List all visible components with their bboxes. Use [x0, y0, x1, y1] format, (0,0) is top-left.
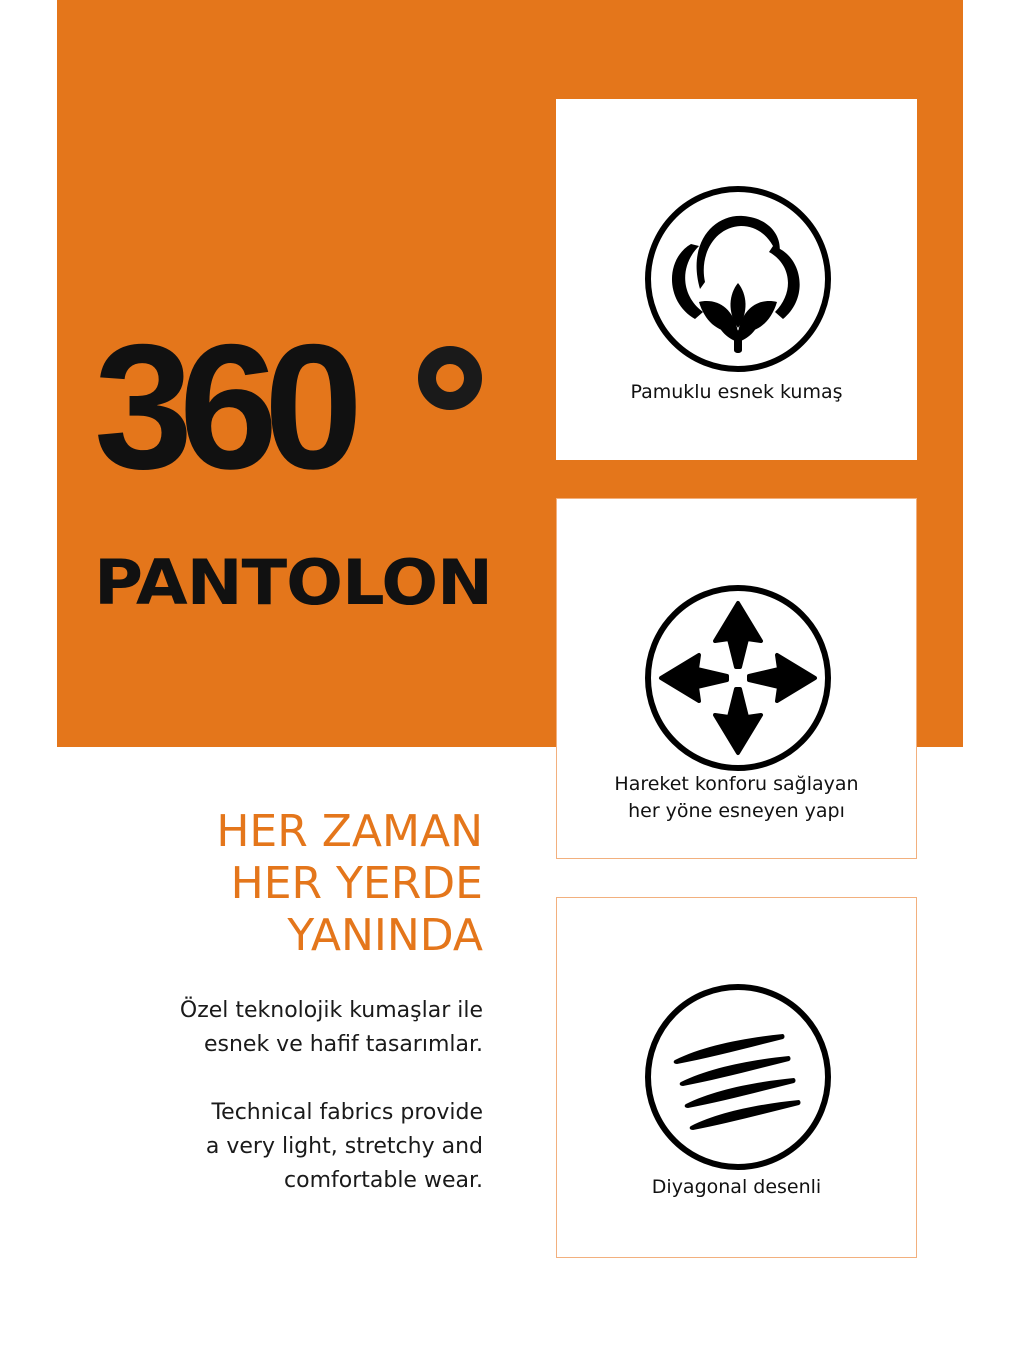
feature-card-cotton — [556, 99, 917, 460]
cotton-icon — [643, 184, 833, 374]
hero-product-title: PANTOLON — [94, 546, 492, 619]
feature-label-line: Hareket konforu sağlayan — [614, 773, 859, 795]
description-line: Technical fabrics provide — [211, 1100, 483, 1125]
slogan-line: HER YERDE — [230, 858, 483, 909]
description-turkish — [180, 994, 483, 1062]
four-way-arrows-icon — [643, 583, 833, 773]
description-english — [206, 1096, 483, 1198]
feature-label — [557, 1174, 916, 1201]
feature-label-line: her yöne esneyen yapı — [628, 800, 845, 822]
slogan-heading — [216, 806, 483, 962]
slogan-line: YANINDA — [287, 910, 483, 961]
feature-card-stretch — [556, 498, 917, 859]
description-line: Özel teknolojik kumaşlar ile — [179, 998, 483, 1023]
degree-symbol-icon — [418, 346, 482, 410]
feature-label — [557, 771, 916, 825]
feature-label — [557, 379, 916, 406]
diagonal-stripes-icon — [643, 982, 833, 1172]
slogan-line: HER ZAMAN — [216, 806, 483, 857]
feature-label-line: Diyagonal desenli — [651, 1176, 822, 1198]
feature-card-diagonal — [556, 897, 917, 1258]
description-line: esnek ve hafif tasarımlar. — [203, 1032, 483, 1057]
hero-360-number: 360 — [94, 307, 349, 506]
feature-label-line: Pamuklu esnek kumaş — [630, 381, 843, 403]
description-line: comfortable wear. — [284, 1168, 483, 1193]
description-line: a very light, stretchy and — [205, 1134, 483, 1159]
